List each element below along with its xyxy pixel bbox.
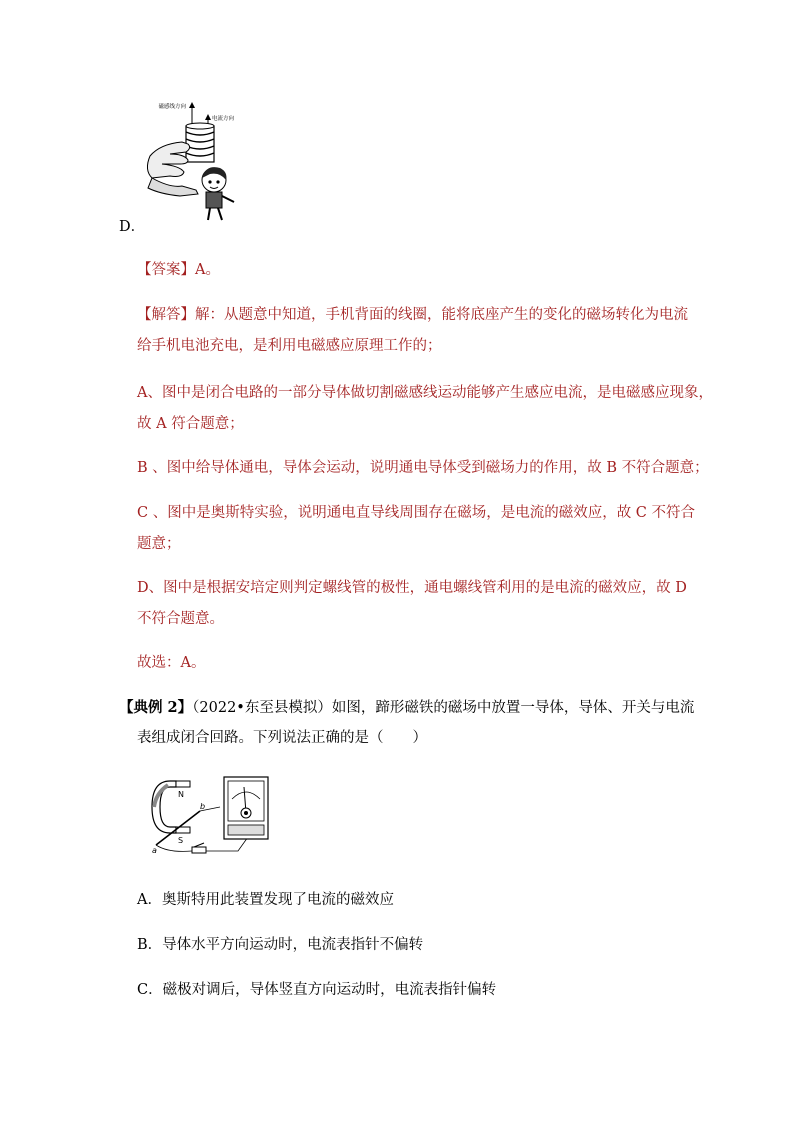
- analysis-c-line1: C 、图中是奥斯特实验，说明通电直导线周围存在磁场，是电流的磁效应，故 C 不符合: [137, 505, 696, 521]
- analysis-intro-line2: 给手机电池充电，是利用电磁感应原理工作的；: [137, 338, 442, 354]
- magnet-galvanometer-drawing: [148, 773, 274, 859]
- point-b-label: b: [200, 802, 206, 811]
- answer-line: [137, 254, 220, 287]
- answer-value: A。: [195, 262, 220, 278]
- analysis-c-line2: 题意；: [137, 536, 181, 552]
- label-field-direction: 磁感线方向: [158, 104, 186, 110]
- label-current-direction: 电流方向: [212, 116, 235, 122]
- pole-n-label: N: [178, 790, 184, 799]
- example2-line2: 表组成闭合回路。下列说法正确的是（ ）: [137, 730, 427, 746]
- figure-right-hand-rule: [140, 98, 242, 226]
- example2-option-c: C．磁极对调后，导体竖直方向运动时，电流表指针偏转: [137, 982, 497, 998]
- example2-option-b: B．导体水平方向运动时，电流表指针不偏转: [137, 937, 424, 953]
- analysis-d-line2: 不符合题意。: [137, 611, 224, 627]
- example2-option-a: A．奥斯特用此装置发现了电流的磁效应: [137, 892, 394, 908]
- analysis-d-line1: D、图中是根据安培定则判定螺线管的极性，通电螺线管利用的是电流的磁效应，故 D: [137, 580, 687, 596]
- point-a-label: a: [152, 846, 157, 855]
- answer-tag: 【答案】: [137, 262, 195, 278]
- analysis-intro-line1: [137, 299, 688, 332]
- figure-magnet-galvanometer: [148, 773, 274, 859]
- example2-tag: 【典例 2】: [119, 699, 193, 716]
- analysis-tag: 【解答】: [137, 307, 195, 323]
- analysis-a-line1: A、图中是闭合电路的一部分导体做切割磁感线运动能够产生感应电流，是电磁感应现象，: [137, 385, 713, 401]
- example2-question-text: （2022•东至县模拟）如图，蹄形磁铁的磁场中放置一导体，导体、开关与电流: [192, 700, 695, 716]
- option-d-label: D．: [119, 219, 146, 235]
- analysis-a-line2: 故 A 符合题意；: [137, 416, 244, 432]
- analysis-choice: 故选：A。: [137, 655, 206, 671]
- analysis-intro-text: 解：从题意中知道，手机背面的线圈，能将底座产生的变化的磁场转化为电流: [195, 307, 688, 323]
- analysis-b-line1: B 、图中给导体通电，导体会运动，说明通电导体受到磁场力的作用，故 B 不符合题意；: [137, 460, 709, 476]
- right-hand-rule-drawing: [140, 98, 242, 226]
- example2-line1: [119, 691, 694, 725]
- pole-s-label: S: [178, 836, 184, 845]
